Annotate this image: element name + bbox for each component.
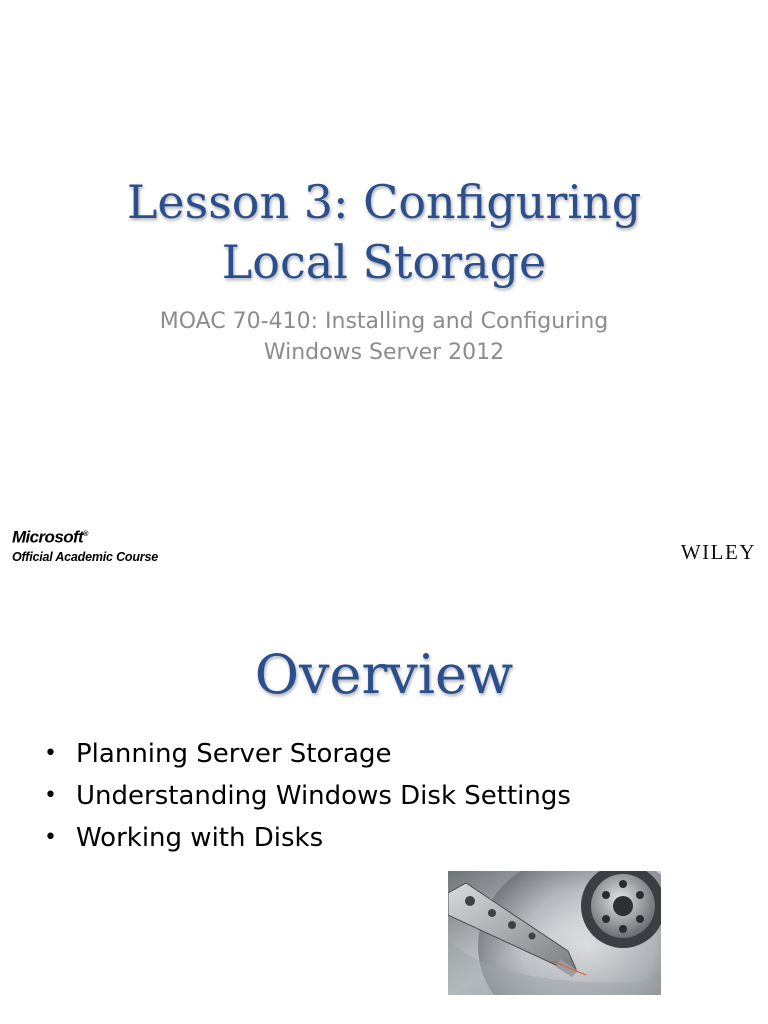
arm-hole	[529, 933, 536, 940]
bullet-item: • Planning Server Storage	[44, 733, 571, 775]
lesson-title-line-2: Local Storage	[221, 235, 547, 289]
academic-course-text: Official Academic Course	[12, 549, 158, 564]
screw	[619, 880, 627, 888]
lesson-title-line-1: Lesson 3: Configuring	[126, 175, 642, 229]
course-subtitle-line-1: MOAC 70-410: Installing and Configuring	[159, 309, 609, 334]
course-subtitle-line-2: Windows Server 2012	[263, 340, 505, 365]
screw	[602, 891, 610, 899]
screw	[636, 915, 644, 923]
bullet-item: • Understanding Windows Disk Settings	[44, 775, 571, 817]
spindle-center	[613, 896, 633, 916]
overview-bullet-list	[44, 733, 571, 859]
microsoft-logo-text	[12, 524, 182, 549]
screw	[619, 925, 627, 933]
microsoft-brand: Microsoft	[12, 527, 84, 547]
course-subtitle	[0, 306, 768, 368]
microsoft-official-academic-course-logo	[12, 524, 182, 566]
wiley-logo: WILEY	[680, 540, 756, 564]
hard-disk-drive-photo	[448, 871, 661, 995]
trademark-mark: ®	[83, 531, 88, 538]
arm-hole	[508, 921, 516, 929]
lesson-title	[0, 172, 768, 292]
hard-disk-illustration	[448, 871, 661, 995]
arm-hole	[465, 896, 475, 906]
arm-hole	[488, 909, 496, 917]
screw	[602, 915, 610, 923]
bullet-item: • Working with Disks	[44, 817, 571, 859]
screw	[636, 891, 644, 899]
overview-title: Overview	[254, 643, 514, 706]
overview-slide	[0, 598, 768, 1024]
